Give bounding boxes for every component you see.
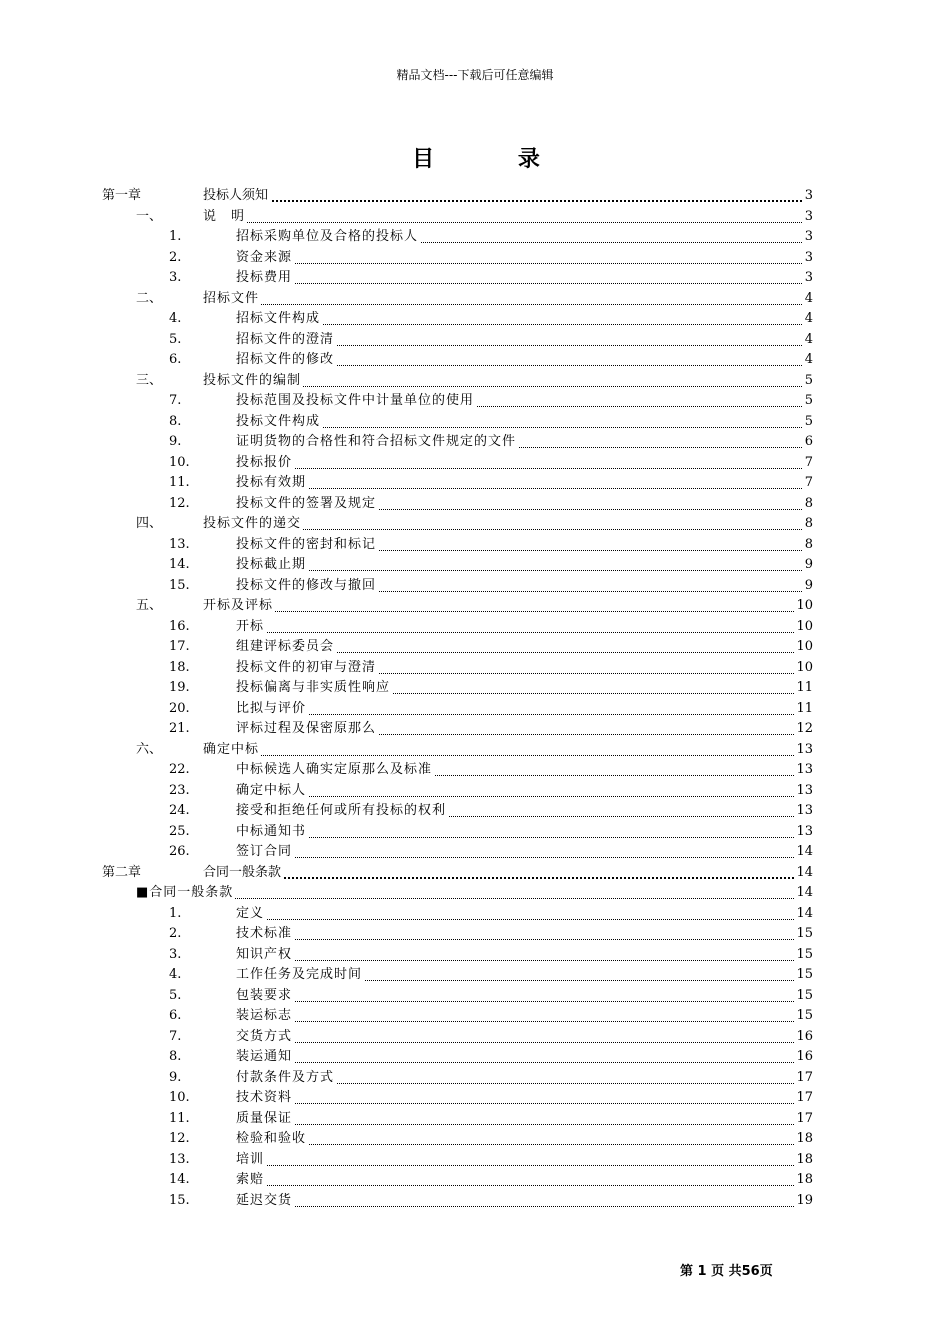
dot-leader bbox=[236, 1021, 810, 1022]
toc-entry[interactable] bbox=[0, 494, 950, 514]
toc-entry-title: 技术资料 bbox=[236, 1088, 294, 1108]
toc-entry[interactable] bbox=[0, 699, 950, 719]
toc-entry-title: 延迟交货 bbox=[236, 1191, 294, 1211]
toc-entry-page: 13 bbox=[794, 760, 813, 780]
toc-entry-number: 4. bbox=[169, 967, 182, 982]
toc-entry[interactable] bbox=[0, 1088, 950, 1108]
toc-entry[interactable] bbox=[0, 945, 950, 965]
dot-leader bbox=[236, 1206, 810, 1207]
toc-entry-page: 8 bbox=[803, 494, 813, 514]
toc-entry-title: 检验和验收 bbox=[236, 1129, 308, 1149]
toc-entry[interactable] bbox=[0, 473, 950, 493]
toc-entry-page: 4 bbox=[803, 309, 813, 329]
toc-entry-number: 10. bbox=[169, 1090, 190, 1105]
toc-entry[interactable] bbox=[0, 965, 950, 985]
toc-entry[interactable] bbox=[0, 1109, 950, 1129]
dot-leader bbox=[236, 1062, 810, 1063]
toc-entry[interactable] bbox=[0, 637, 950, 657]
toc-entry-number: 14. bbox=[169, 557, 190, 572]
dot-leader bbox=[236, 837, 810, 838]
toc-entry-page: 16 bbox=[794, 1047, 813, 1067]
toc-entry[interactable] bbox=[0, 678, 950, 698]
toc-entry-number: 2. bbox=[169, 249, 182, 265]
toc-entry-page: 8 bbox=[803, 535, 813, 555]
toc-entry-title: 招标文件的澄清 bbox=[236, 330, 336, 350]
toc-entry-number: 6. bbox=[169, 1008, 182, 1023]
toc-entry-page: 18 bbox=[794, 1170, 813, 1190]
toc-entry-page: 10 bbox=[794, 658, 813, 678]
toc-entry[interactable] bbox=[0, 1191, 950, 1211]
dot-leader bbox=[236, 714, 810, 715]
toc-entry-title: 投标文件的密封和标记 bbox=[236, 535, 378, 555]
toc-entry-page: 17 bbox=[794, 1109, 813, 1129]
toc-entry[interactable] bbox=[0, 186, 950, 206]
toc-entry-title: 确定中标 bbox=[203, 740, 261, 760]
toc-entry-title: 质量保证 bbox=[236, 1109, 294, 1129]
toc-entry-title: 工作任务及完成时间 bbox=[236, 965, 364, 985]
toc-entry-number: 7. bbox=[169, 393, 182, 408]
toc-entry[interactable] bbox=[0, 740, 950, 760]
toc-entry-number: 18. bbox=[169, 659, 190, 675]
toc-entry-number: 六、 bbox=[136, 741, 163, 757]
toc-entry-title: 比拟与评价 bbox=[236, 699, 308, 719]
toc-entry-page: 10 bbox=[794, 596, 813, 616]
toc-entry-page: 5 bbox=[803, 391, 813, 411]
toc-entry-title: 招标文件的修改 bbox=[236, 350, 336, 370]
toc-entry-title: ■合同一般条款 bbox=[136, 883, 235, 903]
toc-entry-page: 7 bbox=[803, 473, 813, 493]
toc-entry-title: 招标文件构成 bbox=[236, 309, 322, 329]
toc-entry-title: 包装要求 bbox=[236, 986, 294, 1006]
toc-entry-page: 15 bbox=[794, 1006, 813, 1026]
toc-entry-page: 9 bbox=[803, 576, 813, 596]
toc-entry-number: 4. bbox=[169, 311, 182, 326]
dot-leader bbox=[203, 755, 810, 756]
toc-entry-page: 4 bbox=[803, 350, 813, 370]
dot-leader bbox=[236, 857, 810, 858]
toc-entry-page: 13 bbox=[794, 740, 813, 760]
toc-entry[interactable] bbox=[0, 883, 950, 903]
toc-entry-page: 11 bbox=[794, 699, 813, 719]
toc-entry-title: 证明货物的合格性和符合招标文件规定的文件 bbox=[236, 432, 518, 452]
toc-entry-title: 投标文件的修改与撤回 bbox=[236, 576, 378, 596]
dot-leader bbox=[236, 468, 810, 469]
toc-entry-page: 6 bbox=[803, 432, 813, 452]
toc-entry-title: 投标人须知 bbox=[203, 186, 270, 206]
toc-entry-page: 3 bbox=[803, 248, 813, 268]
toc-entry-number: 21. bbox=[169, 721, 190, 736]
toc-entry[interactable] bbox=[0, 596, 950, 616]
dot-leader bbox=[236, 1144, 810, 1145]
toc-entry-title: 投标偏离与非实质性响应 bbox=[236, 678, 392, 698]
toc-entry-number: 3. bbox=[169, 946, 182, 962]
toc-entry[interactable] bbox=[0, 289, 950, 309]
toc-entry-number: 2. bbox=[169, 926, 182, 941]
toc-entry[interactable] bbox=[0, 412, 950, 432]
toc-entry-number: 6. bbox=[169, 352, 182, 367]
dot-leader bbox=[236, 1042, 810, 1043]
toc-entry[interactable] bbox=[0, 781, 950, 801]
toc-entry-number: 一、 bbox=[136, 208, 163, 224]
toc-entry-number: 1. bbox=[169, 229, 182, 244]
toc-entry[interactable] bbox=[0, 555, 950, 575]
dot-leader bbox=[236, 919, 810, 920]
toc-entry-page: 18 bbox=[794, 1150, 813, 1170]
toc-entry[interactable] bbox=[0, 1150, 950, 1170]
toc-entry-title: 索赔 bbox=[236, 1170, 266, 1190]
toc-entry-page: 10 bbox=[794, 637, 813, 657]
toc-entry-title: 投标范围及投标文件中计量单位的使用 bbox=[236, 391, 476, 411]
toc-entry-number: 第一章 bbox=[102, 188, 142, 203]
toc-entry-number: 22. bbox=[169, 762, 190, 777]
toc-entry-title: 合同一般条款 bbox=[203, 863, 283, 883]
toc-entry-title: 技术标准 bbox=[236, 924, 294, 944]
header-watermark: 精品文档---下载后可任意编辑 bbox=[396, 68, 554, 82]
toc-entry-page: 13 bbox=[794, 781, 813, 801]
toc-entry-number: 10. bbox=[169, 454, 190, 470]
toc-entry-title: 装运通知 bbox=[236, 1047, 294, 1067]
toc-entry-page: 5 bbox=[803, 371, 813, 391]
toc-entry-page: 14 bbox=[794, 842, 813, 862]
toc-entry-page: 16 bbox=[794, 1027, 813, 1047]
toc-entry-number: 五、 bbox=[136, 598, 163, 613]
toc-entry-title: 中标候选人确实定原那么及标准 bbox=[236, 760, 434, 780]
toc-entry-page: 4 bbox=[803, 289, 813, 309]
toc-entry[interactable] bbox=[0, 576, 950, 596]
dot-leader bbox=[236, 796, 810, 797]
toc-entry-title: 组建评标委员会 bbox=[236, 637, 336, 657]
toc-entry-title: 投标截止期 bbox=[236, 555, 308, 575]
toc-entry-page: 14 bbox=[794, 904, 813, 924]
dot-leader bbox=[203, 304, 810, 305]
dot-leader bbox=[236, 488, 810, 489]
toc-entry-title: 确定中标人 bbox=[236, 781, 308, 801]
toc-entry[interactable] bbox=[0, 617, 950, 637]
toc-entry-page: 3 bbox=[803, 186, 813, 206]
toc-entry-title: 定义 bbox=[236, 904, 266, 924]
toc-entry-number: 12. bbox=[169, 1131, 190, 1146]
toc-entry-number: 13. bbox=[169, 1151, 190, 1167]
toc-entry[interactable] bbox=[0, 330, 950, 350]
toc-entry-number: 15. bbox=[169, 1192, 190, 1208]
toc-entry-page: 3 bbox=[803, 268, 813, 288]
toc-entry[interactable] bbox=[0, 924, 950, 944]
dot-leader bbox=[136, 898, 810, 899]
toc-entry-number: 15. bbox=[169, 577, 190, 593]
toc-entry-title: 签订合同 bbox=[236, 842, 294, 862]
dot-leader bbox=[236, 427, 810, 428]
toc-entry[interactable] bbox=[0, 822, 950, 842]
toc-entry-title: 接受和拒绝任何或所有投标的权利 bbox=[236, 801, 448, 821]
page-title: 目 录 bbox=[412, 147, 578, 172]
toc-entry-number: 8. bbox=[169, 413, 182, 429]
toc-entry-number: 19. bbox=[169, 680, 190, 695]
toc-entry-title: 开标 bbox=[236, 617, 266, 637]
toc-entry-number: 5. bbox=[169, 331, 182, 347]
dot-leader bbox=[236, 939, 810, 940]
toc-entry[interactable] bbox=[0, 986, 950, 1006]
toc-entry-title: 装运标志 bbox=[236, 1006, 294, 1026]
toc-entry-title: 投标报价 bbox=[236, 453, 294, 473]
toc-entry[interactable] bbox=[0, 863, 950, 883]
toc-entry-title: 资金来源 bbox=[236, 248, 294, 268]
toc-entry-number: 14. bbox=[169, 1172, 190, 1187]
toc-entry-page: 13 bbox=[794, 801, 813, 821]
dot-leader bbox=[236, 263, 810, 264]
dot-leader bbox=[236, 960, 810, 961]
toc-entry[interactable] bbox=[0, 207, 950, 227]
toc-entry[interactable] bbox=[0, 719, 950, 739]
dot-leader bbox=[236, 1165, 810, 1166]
toc-entry-page: 15 bbox=[794, 945, 813, 965]
toc-entry-number: 第二章 bbox=[102, 864, 142, 880]
toc-entry-number: 二、 bbox=[136, 290, 163, 306]
toc-entry[interactable] bbox=[0, 248, 950, 268]
toc-entry-number: 9. bbox=[169, 1069, 182, 1085]
toc-entry-number: 23. bbox=[169, 782, 190, 798]
dot-leader bbox=[236, 1124, 810, 1125]
toc-entry-number: 12. bbox=[169, 495, 190, 511]
toc-entry-number: 24. bbox=[169, 803, 190, 818]
toc-entry[interactable] bbox=[0, 1047, 950, 1067]
toc-entry[interactable] bbox=[0, 1129, 950, 1149]
dot-leader bbox=[236, 324, 810, 325]
toc-entry[interactable] bbox=[0, 1006, 950, 1026]
toc-entry-number: 11. bbox=[169, 475, 190, 490]
toc-entry-page: 15 bbox=[794, 965, 813, 985]
toc-entry-title: 投标有效期 bbox=[236, 473, 308, 493]
toc-entry-number: 16. bbox=[169, 618, 190, 634]
toc-entry-title: 投标文件的递交 bbox=[203, 514, 303, 534]
toc-entry[interactable] bbox=[0, 309, 950, 329]
toc-entry-page: 14 bbox=[794, 863, 813, 883]
toc-entry[interactable] bbox=[0, 350, 950, 370]
toc-entry[interactable] bbox=[0, 453, 950, 473]
toc-entry-number: 26. bbox=[169, 844, 190, 859]
dot-leader bbox=[236, 632, 810, 633]
toc-entry[interactable] bbox=[0, 1027, 950, 1047]
toc-entry[interactable] bbox=[0, 227, 950, 247]
toc-entry-title: 中标通知书 bbox=[236, 822, 308, 842]
toc-entry-number: 7. bbox=[169, 1028, 182, 1044]
toc-entry-page: 7 bbox=[803, 453, 813, 473]
toc-entry-page: 4 bbox=[803, 330, 813, 350]
toc-entry-page: 12 bbox=[794, 719, 813, 739]
toc-entry-page: 15 bbox=[794, 986, 813, 1006]
dot-leader bbox=[236, 1103, 810, 1104]
toc-entry[interactable] bbox=[0, 371, 950, 391]
toc-entry[interactable] bbox=[0, 842, 950, 862]
toc-entry[interactable] bbox=[0, 391, 950, 411]
toc-entry-title: 投标文件构成 bbox=[236, 412, 322, 432]
toc-entry[interactable] bbox=[0, 514, 950, 534]
toc-entry-page: 17 bbox=[794, 1068, 813, 1088]
toc-entry-page: 19 bbox=[794, 1191, 813, 1211]
dot-leader bbox=[236, 283, 810, 284]
toc-entry[interactable] bbox=[0, 1170, 950, 1190]
dot-leader bbox=[203, 877, 810, 879]
dot-leader bbox=[203, 611, 810, 612]
toc-entry-page: 18 bbox=[794, 1129, 813, 1149]
dot-leader bbox=[236, 1001, 810, 1002]
toc-entry-page: 11 bbox=[794, 678, 813, 698]
toc-entry-page: 14 bbox=[794, 883, 813, 903]
toc-entry-title: 付款条件及方式 bbox=[236, 1068, 336, 1088]
dot-leader bbox=[203, 200, 810, 202]
toc-entry-number: 1. bbox=[169, 905, 182, 921]
toc-entry-number: 17. bbox=[169, 639, 190, 654]
toc-entry-title: 知识产权 bbox=[236, 945, 294, 965]
toc-entry[interactable] bbox=[0, 801, 950, 821]
toc-entry-title: 投标文件的初审与澄清 bbox=[236, 658, 378, 678]
toc-entry-page: 17 bbox=[794, 1088, 813, 1108]
toc-entry-page: 10 bbox=[794, 617, 813, 637]
toc-entry-title: 评标过程及保密原那么 bbox=[236, 719, 378, 739]
toc-entry-number: 25. bbox=[169, 823, 190, 839]
toc-entry[interactable] bbox=[0, 658, 950, 678]
toc-entry-number: 三、 bbox=[136, 372, 163, 388]
toc-entry-page: 9 bbox=[803, 555, 813, 575]
dot-leader bbox=[203, 222, 810, 223]
toc-entry-page: 8 bbox=[803, 514, 813, 534]
toc-entry-title: 投标文件的编制 bbox=[203, 371, 303, 391]
toc-entry-number: 9. bbox=[169, 434, 182, 449]
toc-entry-number: 四、 bbox=[136, 516, 163, 531]
toc-entry[interactable] bbox=[0, 904, 950, 924]
toc-entry-page: 15 bbox=[794, 924, 813, 944]
toc-entry-page: 3 bbox=[803, 207, 813, 227]
toc-entry[interactable] bbox=[0, 760, 950, 780]
toc-entry-page: 5 bbox=[803, 412, 813, 432]
toc-entry[interactable] bbox=[0, 1068, 950, 1088]
toc-entry-title: 培训 bbox=[236, 1150, 266, 1170]
toc-entry-title: 开标及评标 bbox=[203, 596, 275, 616]
toc-entry[interactable] bbox=[0, 535, 950, 555]
toc-entry-title: 招标文件 bbox=[203, 289, 261, 309]
page-footer: 第 1 页 共56页 bbox=[680, 1264, 773, 1279]
toc-entry-title: 交货方式 bbox=[236, 1027, 294, 1047]
toc-entry-page: 3 bbox=[803, 227, 813, 247]
toc-entry-title: 投标费用 bbox=[236, 268, 294, 288]
toc-entry-title: 投标文件的签署及规定 bbox=[236, 494, 378, 514]
dot-leader bbox=[236, 1185, 810, 1186]
toc-entry-number: 13. bbox=[169, 536, 190, 552]
toc-entry-title: 说 明 bbox=[203, 207, 247, 227]
toc-entry-number: 5. bbox=[169, 987, 182, 1003]
toc-entry-number: 11. bbox=[169, 1110, 190, 1126]
toc-entry-page: 13 bbox=[794, 822, 813, 842]
toc-entry-number: 8. bbox=[169, 1049, 182, 1064]
toc-entry-number: 20. bbox=[169, 700, 190, 716]
toc-entry[interactable] bbox=[0, 432, 950, 452]
toc-entry-title: 招标采购单位及合格的投标人 bbox=[236, 227, 420, 247]
toc-entry-number: 3. bbox=[169, 270, 182, 285]
dot-leader bbox=[236, 570, 810, 571]
toc-entry[interactable] bbox=[0, 268, 950, 288]
